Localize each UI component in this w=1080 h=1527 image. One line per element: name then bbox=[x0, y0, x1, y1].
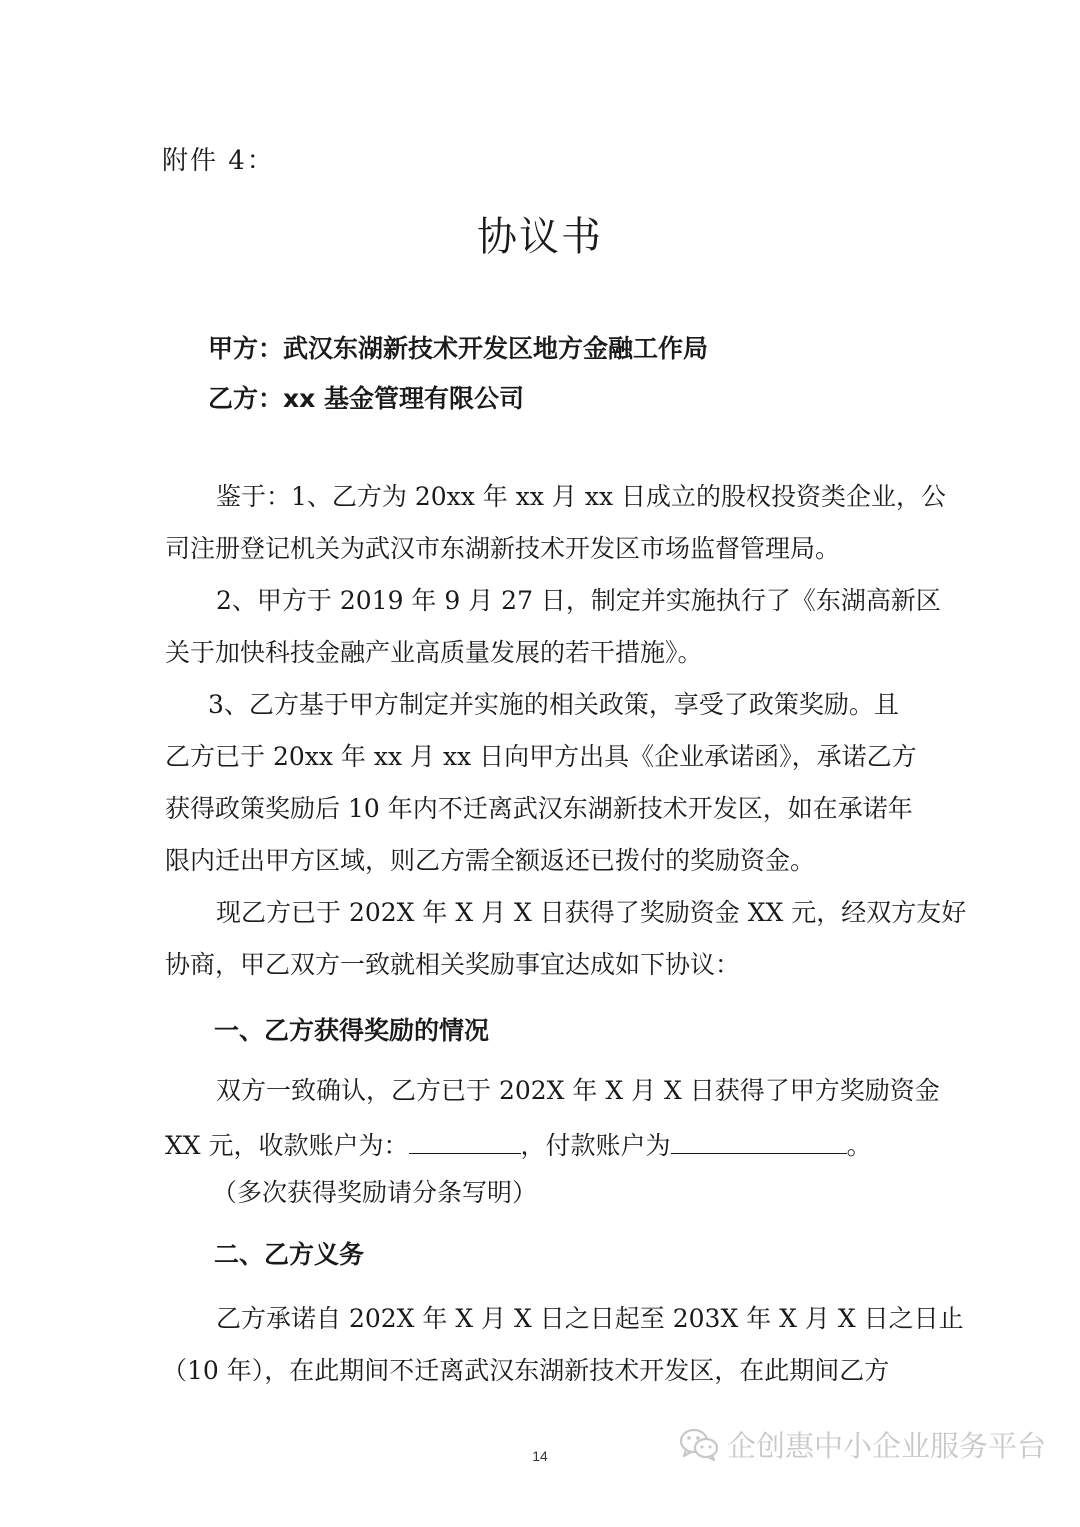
whereas-p2-line2: 关于加快科技金融产业高质量发展的若干措施》。 bbox=[165, 638, 703, 667]
whereas-p1-line1: 鉴于：1、乙方为 20xx 年 xx 月 xx 日成立的股权投资类企业，公 bbox=[216, 482, 946, 511]
whereas-p3-line3: 获得政策奖励后 10 年内不迁离武汉东湖新技术开发区，如在承诺年 bbox=[165, 794, 913, 823]
section2-heading: 二、乙方义务 bbox=[214, 1240, 365, 1269]
section1-line2-end: 。 bbox=[846, 1131, 872, 1160]
whereas-p2-line1: 2、甲方于 2019 年 9 月 27 日，制定并实施执行了《东湖高新区 bbox=[216, 586, 941, 615]
page-number: 14 bbox=[532, 1448, 548, 1464]
whereas-p4-line1: 现乙方已于 202X 年 X 月 X 日获得了奖励资金 XX 元，经双方友好 bbox=[216, 898, 967, 927]
paying-account-blank[interactable] bbox=[671, 1127, 847, 1154]
whereas-p3-line4: 限内迁出甲方区域，则乙方需全额返还已拨付的奖励资金。 bbox=[165, 846, 816, 875]
section1-line1: 双方一致确认，乙方已于 202X 年 X 月 X 日获得了甲方奖励资金 bbox=[216, 1076, 940, 1105]
section1-heading: 一、乙方获得奖励的情况 bbox=[214, 1016, 490, 1045]
document-title: 协议书 bbox=[477, 214, 603, 260]
party-b: 乙方：xx 基金管理有限公司 bbox=[208, 384, 524, 413]
watermark-text: 企创惠中小企业服务平台 bbox=[726, 1429, 1046, 1463]
party-a: 甲方：武汉东湖新技术开发区地方金融工作局 bbox=[208, 334, 709, 363]
whereas-p1-line2: 司注册登记机关为武汉市东湖新技术开发区市场监督管理局。 bbox=[165, 534, 841, 563]
whereas-p3-line1: 3、乙方基于甲方制定并实施的相关政策，享受了政策奖励。且 bbox=[208, 690, 899, 719]
section2-line1: 乙方承诺自 202X 年 X 月 X 日之日起至 203X 年 X 月 X 日之日止 bbox=[216, 1304, 964, 1333]
watermark bbox=[679, 1424, 1046, 1465]
section1-line2-receiving-label: XX 元，收款账户为： bbox=[165, 1131, 409, 1160]
whereas-p3-line2: 乙方已于 20xx 年 xx 月 xx 日向甲方出具《企业承诺函》，承诺乙方 bbox=[165, 742, 917, 771]
attachment-label: 附件 4： bbox=[162, 146, 275, 176]
section2-line2: （10 年），在此期间不迁离武汉东湖新技术开发区，在此期间乙方 bbox=[162, 1356, 890, 1385]
whereas-p4-line2: 协商，甲乙双方一致就相关奖励事宜达成如下协议： bbox=[165, 950, 741, 979]
section1-note: （多次获得奖励请分条写明） bbox=[212, 1178, 538, 1207]
section1-line2-paying-label: ，付款账户为 bbox=[520, 1131, 671, 1160]
receiving-account-blank[interactable] bbox=[409, 1127, 521, 1154]
wechat-icon bbox=[679, 1428, 719, 1462]
section1-line2 bbox=[165, 1127, 872, 1162]
